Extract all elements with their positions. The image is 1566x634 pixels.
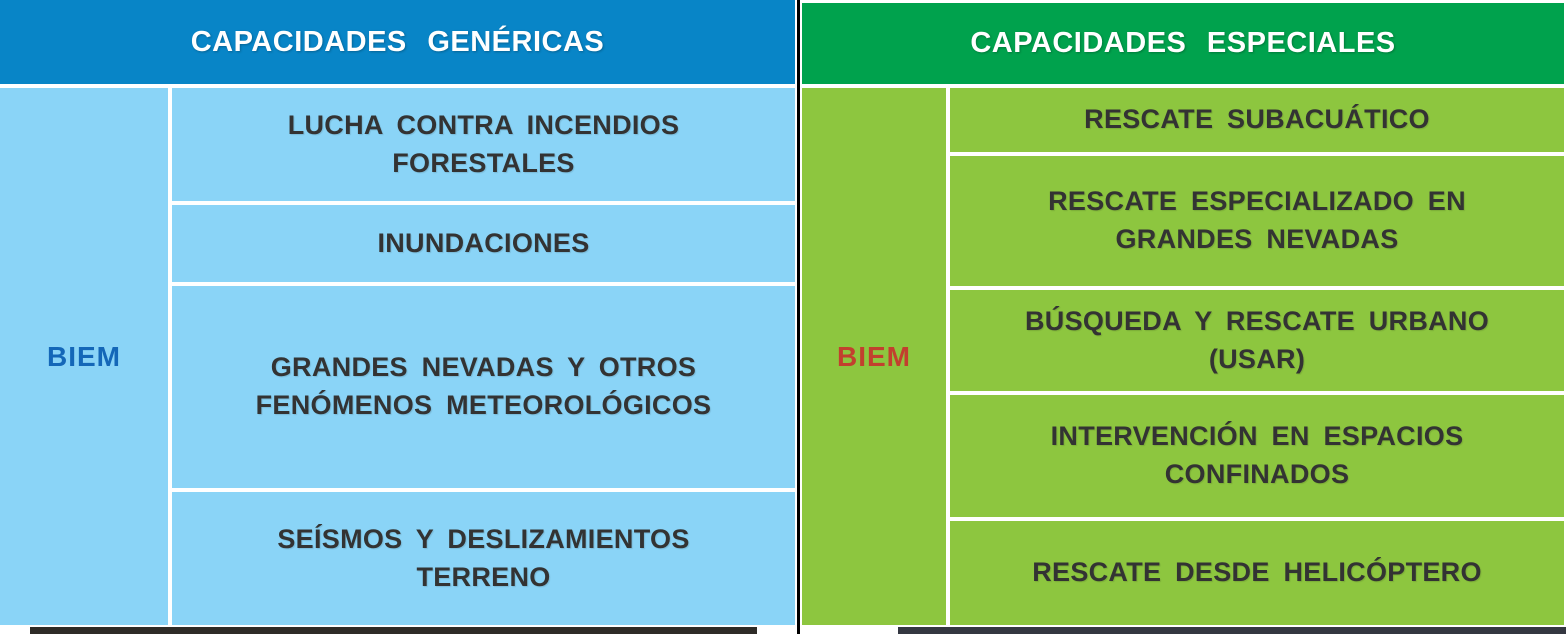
panel-divider-rule	[797, 0, 800, 634]
capacity-cell-earthquakes: SEÍSMOS Y DESLIZAMIENTOS TERRENO	[172, 492, 795, 625]
generic-capacities-header: CAPACIDADES GENÉRICAS	[0, 0, 795, 84]
capacity-cell-floods: INUNDACIONES	[172, 205, 795, 282]
generic-capacities-body	[0, 88, 795, 625]
special-capacities-header: CAPACIDADES ESPECIALES	[802, 3, 1564, 84]
capacity-cell-forest-fires: LUCHA CONTRA INCENDIOS FORESTALES	[172, 88, 795, 201]
capacity-cell-snow-rescue: RESCATE ESPECIALIZADO EN GRANDES NEVADAS	[950, 156, 1564, 286]
generic-capacities-rows	[172, 88, 795, 625]
capacity-cell-confined-spaces: INTERVENCIÓN EN ESPACIOS CONFINADOS	[950, 395, 1564, 517]
cropped-photo-strip-left	[30, 627, 757, 634]
biem-label-right: BIEM	[802, 88, 946, 625]
special-capacities-body	[802, 88, 1564, 625]
cropped-photo-strip-right	[898, 627, 1566, 634]
capacity-cell-snowfalls: GRANDES NEVADAS Y OTROS FENÓMENOS METEOROLÓGICOS	[172, 286, 795, 488]
capacity-cell-underwater-rescue: RESCATE SUBACUÁTICO	[950, 88, 1564, 152]
capacity-cell-helicopter-rescue: RESCATE DESDE HELICÓPTERO	[950, 521, 1564, 625]
special-capacities-table	[802, 0, 1564, 625]
special-capacities-rows	[950, 88, 1564, 625]
biem-label-left: BIEM	[0, 88, 168, 625]
capacity-cell-usar: BÚSQUEDA Y RESCATE URBANO (USAR)	[950, 290, 1564, 391]
